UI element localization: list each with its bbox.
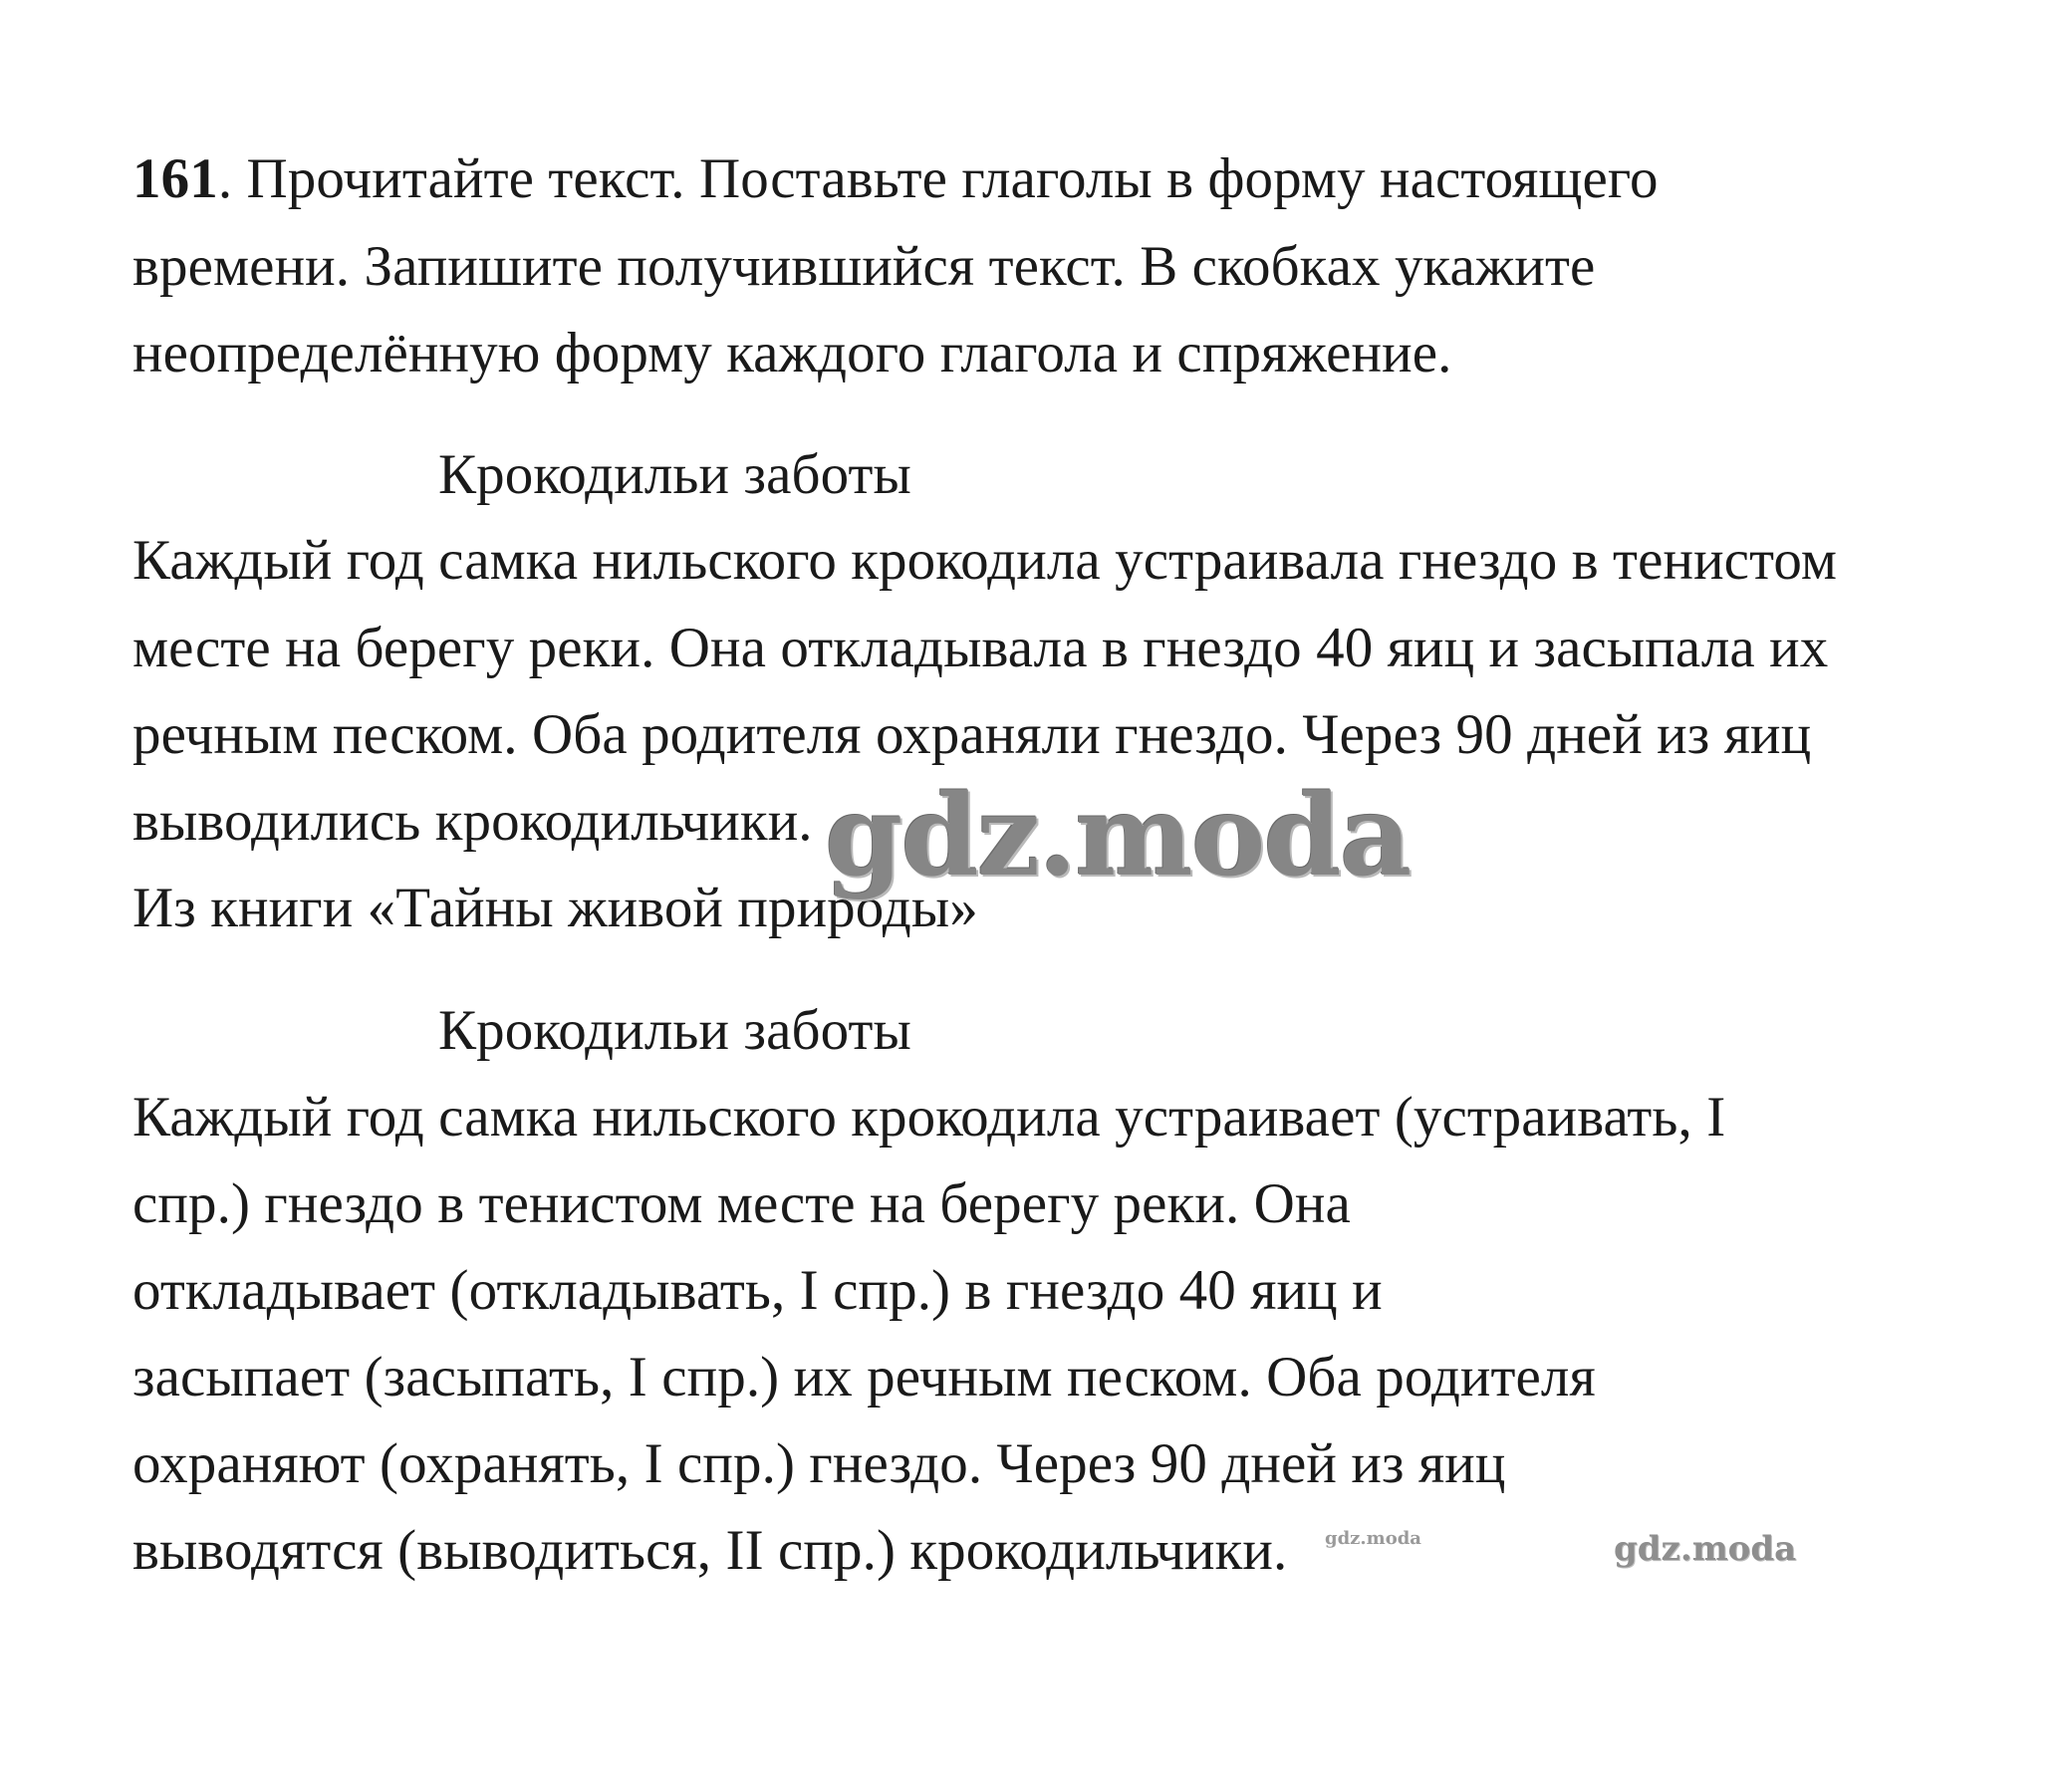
answer-line-6: выводятся (выводиться, II спр.) крокодильчики.	[132, 1519, 1288, 1582]
answer-line-4: засыпает (засыпать, I спр.) их речным песком. Оба родителя	[132, 1346, 1596, 1408]
watermark-large: gdz.moda	[825, 771, 1411, 901]
original-line-1: Каждый год самка нильского крокодила устраивала гнездо в тенистом	[132, 529, 1838, 592]
answer-line-3: откладывает (откладывать, I спр.) в гнездо 40 яиц и	[132, 1259, 1383, 1322]
task-line-3: неопределённую форму каждого глагола и спряжение.	[132, 322, 1452, 384]
task-line-1	[132, 147, 1659, 210]
watermark-medium: gdz.moda	[1614, 1529, 1797, 1569]
answer-line-2: спр.) гнездо в тенистом месте на берегу реки. Она	[132, 1172, 1351, 1235]
answer-line-1: Каждый год самка нильского крокодила устраивает (устраивать, I	[132, 1086, 1726, 1149]
original-line-2: месте на берегу реки. Она откладывала в гнездо 40 яиц и засыпала их	[132, 617, 1829, 679]
task-line-2: времени. Запишите получившийся текст. В скобках укажите	[132, 235, 1596, 298]
original-line-4: выводились крокодильчики.	[132, 790, 813, 853]
task-text: . Прочитайте текст. Поставьте глаголы в форму настоящего	[217, 147, 1659, 210]
original-title: Крокодильи заботы	[438, 443, 911, 506]
original-source: Из книги «Тайны живой природы»	[132, 877, 978, 939]
original-line-3: речным песком. Оба родителя охраняли гнездо. Через 90 дней из яиц	[132, 703, 1812, 766]
watermark-small: gdz.moda	[1325, 1528, 1421, 1549]
task-number: 161	[132, 147, 218, 210]
answer-line-5: охраняют (охранять, I спр.) гнездо. Через 90 дней из яиц	[132, 1432, 1506, 1495]
answer-title: Крокодильи заботы	[438, 999, 911, 1062]
